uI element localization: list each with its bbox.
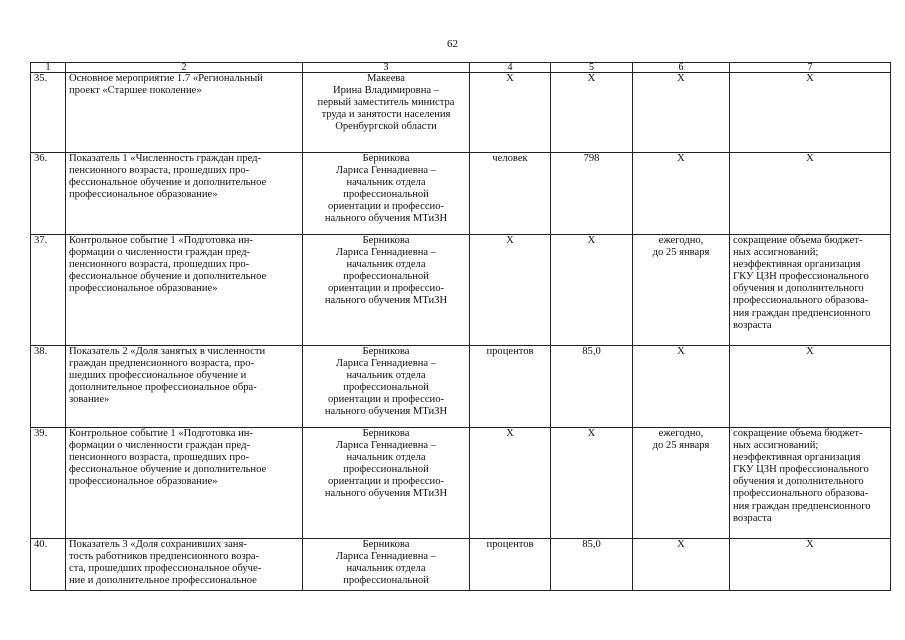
column-header: 2	[66, 63, 303, 73]
column-header: 6	[633, 63, 730, 73]
risk-cell: X	[730, 346, 891, 428]
table-row	[31, 539, 891, 591]
value-cell: 798	[551, 153, 633, 235]
row-number: 35.	[31, 73, 66, 153]
table-row	[31, 73, 891, 153]
activity-name: Контрольное событие 1 «Подготовка ин- формации о численности граждан пред- пенсионного возраста, прошедших про- фессиональное обучение и дополнительное профессиональное образование»	[66, 428, 303, 539]
activity-name: Основное мероприятие 1.7 «Региональный проект «Старшее поколение»	[66, 73, 303, 153]
activity-name: Показатель 3 «Доля сохранивших заня- тость работников предпенсионного возра- ста, прошедших профессиональное обуче- ние и дополнительное профессиональное	[66, 539, 303, 591]
deadline-cell: X	[633, 346, 730, 428]
value-cell: 85,0	[551, 539, 633, 591]
unit-cell: процентов	[470, 539, 551, 591]
table-row	[31, 346, 891, 428]
column-header: 1	[31, 63, 66, 73]
responsible-person: Берникова Лариса Геннадиевна – начальник отдела профессиональной ориентации и профессио- нального обучения МТиЗН	[303, 428, 470, 539]
risk-cell: X	[730, 539, 891, 591]
value-cell: 85,0	[551, 346, 633, 428]
page-number: 62	[447, 38, 458, 50]
column-header: 5	[551, 63, 633, 73]
responsible-person: Макеева Ирина Владимировна – первый заместитель министра труда и занятости населения Оренбургской области	[303, 73, 470, 153]
responsible-person: Берникова Лариса Геннадиевна – начальник отдела профессиональной ориентации и профессио- нального обучения МТиЗН	[303, 153, 470, 235]
row-number: 36.	[31, 153, 66, 235]
row-number: 39.	[31, 428, 66, 539]
responsible-person: Берникова Лариса Геннадиевна – начальник отдела профессиональной ориентации и профессио- нального обучения МТиЗН	[303, 346, 470, 428]
column-header: 3	[303, 63, 470, 73]
unit-cell: X	[470, 73, 551, 153]
value-cell: X	[551, 235, 633, 346]
table-row	[31, 235, 891, 346]
risk-cell: X	[730, 153, 891, 235]
deadline-cell: ежегодно, до 25 января	[633, 428, 730, 539]
unit-cell: X	[470, 428, 551, 539]
row-number: 38.	[31, 346, 66, 428]
row-number: 37.	[31, 235, 66, 346]
responsible-person: Берникова Лариса Геннадиевна – начальник отдела профессиональной ориентации и профессио- нального обучения МТиЗН	[303, 235, 470, 346]
deadline-cell: X	[633, 539, 730, 591]
row-number: 40.	[31, 539, 66, 591]
responsible-person: Берникова Лариса Геннадиевна – начальник отдела профессиональной	[303, 539, 470, 591]
document-table	[30, 62, 891, 591]
deadline-cell: X	[633, 73, 730, 153]
column-header: 4	[470, 63, 551, 73]
table-row	[31, 153, 891, 235]
column-header: 7	[730, 63, 891, 73]
deadline-cell: X	[633, 153, 730, 235]
risk-cell: X	[730, 73, 891, 153]
table-row	[31, 428, 891, 539]
activity-name: Показатель 1 «Численность граждан пред- пенсионного возраста, прошедших про- фессиональное обучение и дополнительное профессиональное образование»	[66, 153, 303, 235]
risk-cell: сокращение объема бюджет- ных ассигнований; неэффективная организация ГКУ ЦЗН профессионального обучения и дополнительного профессионального образова- ния граждан предпенсионного возраста	[730, 428, 891, 539]
unit-cell: X	[470, 235, 551, 346]
activity-name: Показатель 2 «Доля занятых в численности граждан предпенсионного возраста, про- шедших профессиональное обучение и дополнительное профессиональное обра- зование»	[66, 346, 303, 428]
risk-cell: сокращение объема бюджет- ных ассигнований; неэффективная организация ГКУ ЦЗН профессионального обучения и дополнительного профессионального образова- ния граждан предпенсионного возраста	[730, 235, 891, 346]
deadline-cell: ежегодно, до 25 января	[633, 235, 730, 346]
activity-name: Контрольное событие 1 «Подготовка ин- формации о численности граждан пред- пенсионного возраста, прошедших про- фессиональное обучение и дополнительное профессиональное образование»	[66, 235, 303, 346]
table-header-row	[31, 63, 891, 73]
value-cell: X	[551, 73, 633, 153]
unit-cell: процентов	[470, 346, 551, 428]
unit-cell: человек	[470, 153, 551, 235]
value-cell: X	[551, 428, 633, 539]
